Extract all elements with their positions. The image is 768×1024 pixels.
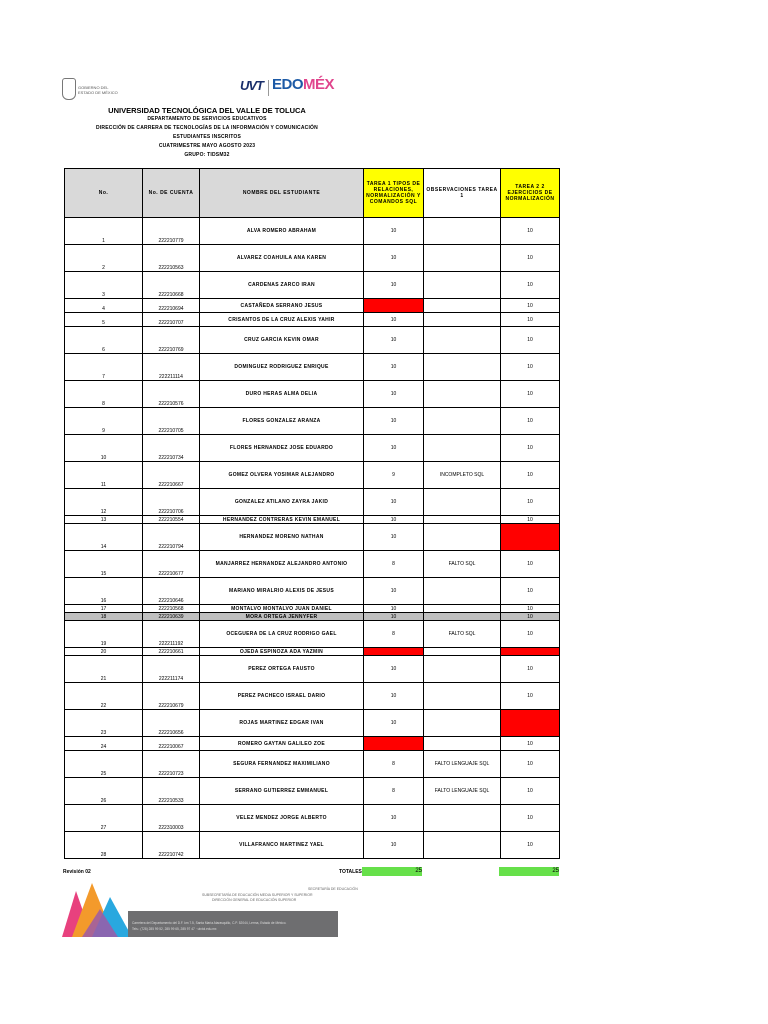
table-row — [65, 408, 560, 435]
row-number: 12 — [65, 489, 143, 516]
student-name: CARDENAS ZARCO IRAN — [200, 272, 364, 299]
account-number: 222310003 — [143, 805, 200, 832]
tarea2-grade: 10 — [501, 489, 560, 516]
student-name: ROMERO GAYTAN GALILEO ZOE — [200, 737, 364, 751]
tarea1-observation — [424, 613, 501, 621]
table-header-row — [65, 169, 560, 218]
table-row — [65, 656, 560, 683]
student-name: ROJAS MARTINEZ EDGAR IVAN — [200, 710, 364, 737]
tarea2-grade: 10 — [501, 551, 560, 578]
student-name: ALVA ROMERO ABRAHAM — [200, 218, 364, 245]
students-table — [64, 168, 560, 859]
table-row — [65, 245, 560, 272]
table-row — [65, 524, 560, 551]
tarea1-observation — [424, 683, 501, 710]
account-number: 222210734 — [143, 435, 200, 462]
student-name: MARIANO MIRALRIO ALEXIS DE JESUS — [200, 578, 364, 605]
row-number: 3 — [65, 272, 143, 299]
account-number: 222211174 — [143, 656, 200, 683]
table-row — [65, 218, 560, 245]
tarea1-grade: 10 — [364, 516, 424, 524]
account-number: 222210794 — [143, 524, 200, 551]
table-row — [65, 805, 560, 832]
gov-text-1: GOBIERNO DEL — [78, 85, 109, 90]
tarea2-grade: 10 — [501, 435, 560, 462]
term-title: CUATRIMESTRE MAYO AGOSTO 2023 — [158, 143, 256, 149]
student-name: FLORES GONZALEZ ARANZA — [200, 408, 364, 435]
table-row — [65, 462, 560, 489]
row-number: 6 — [65, 327, 143, 354]
table-row — [65, 683, 560, 710]
row-number: 27 — [65, 805, 143, 832]
tarea1-grade: 10 — [364, 524, 424, 551]
student-name: MORA ORTEGA JENNYFER — [200, 613, 364, 621]
tarea1-grade: 8 — [364, 778, 424, 805]
group-title: GRUPO: TIDSM32 — [184, 152, 230, 158]
tarea1-observation — [424, 656, 501, 683]
col-header-tarea1: TAREA 1 TIPOS DE RELACIONES, NORMALIZACIÓN Y COMANDOS SQL — [364, 169, 424, 218]
tarea1-grade: 10 — [364, 313, 424, 327]
tarea2-grade: 10 — [501, 381, 560, 408]
direction-title: DIRECCIÓN DE CARRERA DE TECNOLOGÍAS DE LA INFORMACIÓN Y COMUNICACIÓN — [96, 125, 318, 131]
tarea1-observation — [424, 408, 501, 435]
account-number: 222210568 — [143, 605, 200, 613]
account-number: 222210533 — [143, 778, 200, 805]
tarea2-grade — [501, 710, 560, 737]
tarea1-grade: 10 — [364, 327, 424, 354]
account-number: 222210694 — [143, 299, 200, 313]
account-number: 222210563 — [143, 245, 200, 272]
tarea1-grade: 10 — [364, 354, 424, 381]
tarea1-observation — [424, 524, 501, 551]
student-name: MANJARREZ HERNANDEZ ALEJANDRO ANTONIO — [200, 551, 364, 578]
tarea1-grade: 10 — [364, 578, 424, 605]
tarea1-observation — [424, 354, 501, 381]
tarea1-grade: 10 — [364, 710, 424, 737]
tarea1-grade: 10 — [364, 805, 424, 832]
tarea1-observation — [424, 710, 501, 737]
utvt-logo: UVT — [240, 78, 263, 93]
tarea1-observation — [424, 489, 501, 516]
col-header-tarea2: TAREA 2 2 EJERCICIOS DE NORMALIZACIÓN — [501, 169, 560, 218]
student-name: CASTAÑEDA SERRANO JESUS — [200, 299, 364, 313]
row-number: 16 — [65, 578, 143, 605]
account-number: 222210679 — [143, 683, 200, 710]
total-tarea1: 25 — [362, 867, 422, 876]
table-row — [65, 751, 560, 778]
student-name: GONZALEZ ATILANO ZAYRA JAKID — [200, 489, 364, 516]
row-number: 10 — [65, 435, 143, 462]
table-row — [65, 327, 560, 354]
col-header-observaciones: OBSERVACIONES TAREA 1 — [424, 169, 501, 218]
footer-address-1: Carretera del Departamento del D.F. km 7.5, Santa María Atarasquillo, C.P. 52044, Lerma, Estado de México. — [132, 921, 287, 925]
tarea1-observation — [424, 832, 501, 859]
tarea2-grade — [501, 524, 560, 551]
account-number: 222210576 — [143, 381, 200, 408]
tarea1-observation: FALTO SQL — [424, 621, 501, 648]
footer-sec-1: SECRETARÍA DE EDUCACIÓN — [308, 887, 358, 891]
account-number: 222210707 — [143, 313, 200, 327]
row-number: 24 — [65, 737, 143, 751]
tarea1-grade: 9 — [364, 462, 424, 489]
tarea1-observation — [424, 516, 501, 524]
row-number: 26 — [65, 778, 143, 805]
account-number: 222210706 — [143, 489, 200, 516]
account-number: 222210646 — [143, 578, 200, 605]
total-tarea2: 25 — [499, 867, 559, 876]
table-row — [65, 381, 560, 408]
tarea1-observation — [424, 299, 501, 313]
account-number: 222210779 — [143, 218, 200, 245]
tarea2-grade: 10 — [501, 621, 560, 648]
col-header-cuenta: No. DE CUENTA — [143, 169, 200, 218]
tarea1-observation: FALTO SQL — [424, 551, 501, 578]
table-row — [65, 516, 560, 524]
student-name: GOMEZ OLVERA YOSIMAR ALEJANDRO — [200, 462, 364, 489]
table-row — [65, 578, 560, 605]
row-number: 21 — [65, 656, 143, 683]
row-number: 2 — [65, 245, 143, 272]
student-name: CRISANTOS DE LA CRUZ ALEXIS YAHIR — [200, 313, 364, 327]
tarea1-grade: 8 — [364, 551, 424, 578]
tarea2-grade: 10 — [501, 737, 560, 751]
student-name: OCEGUERA DE LA CRUZ RODRIGO GAEL — [200, 621, 364, 648]
gov-logo — [62, 78, 122, 100]
row-number: 1 — [65, 218, 143, 245]
tarea2-grade: 10 — [501, 218, 560, 245]
tarea1-grade — [364, 648, 424, 656]
table-row — [65, 605, 560, 613]
student-name: CRUZ GARCIA KEVIN OMAR — [200, 327, 364, 354]
student-name: MONTALVO MONTALVO JUAN DANIEL — [200, 605, 364, 613]
row-number: 15 — [65, 551, 143, 578]
table-row — [65, 710, 560, 737]
tarea1-grade: 10 — [364, 613, 424, 621]
tarea1-grade: 10 — [364, 832, 424, 859]
student-name: FLORES HERNANDEZ JOSE EDUARDO — [200, 435, 364, 462]
tarea1-observation: FALTO LENGUAJE SQL — [424, 778, 501, 805]
row-number: 17 — [65, 605, 143, 613]
tarea2-grade: 10 — [501, 313, 560, 327]
account-number: 222210656 — [143, 710, 200, 737]
table-row — [65, 299, 560, 313]
row-number: 18 — [65, 613, 143, 621]
row-number: 14 — [65, 524, 143, 551]
student-name: DURO HERAS ALMA DELIA — [200, 381, 364, 408]
table-body — [65, 218, 560, 859]
account-number: 222210677 — [143, 551, 200, 578]
row-number: 9 — [65, 408, 143, 435]
tarea2-grade: 10 — [501, 578, 560, 605]
col-header-nombre: NOMBRE DEL ESTUDIANTE — [200, 169, 364, 218]
tarea1-grade: 10 — [364, 381, 424, 408]
tarea1-grade — [364, 737, 424, 751]
tarea1-grade: 10 — [364, 489, 424, 516]
row-number: 23 — [65, 710, 143, 737]
footer-sec-2: SUBSECRETARÍA DE EDUCACIÓN MEDIA SUPERIOR Y SUPERIOR — [202, 893, 313, 897]
tarea2-grade: 10 — [501, 778, 560, 805]
tarea2-grade: 10 — [501, 327, 560, 354]
row-number: 11 — [65, 462, 143, 489]
row-number: 7 — [65, 354, 143, 381]
footer-address-2: Tels.: (728) 285 99 52, 285 99 65, 285 97 47 · utvtol.edu.mx — [132, 927, 217, 931]
account-number: 222210742 — [143, 832, 200, 859]
tarea1-observation — [424, 605, 501, 613]
table-row — [65, 648, 560, 656]
gov-text-2: ESTADO DE MÉXICO — [78, 90, 118, 95]
account-number: 222210639 — [143, 613, 200, 621]
tarea1-observation — [424, 381, 501, 408]
col-header-no: No. — [65, 169, 143, 218]
tarea1-observation — [424, 737, 501, 751]
student-name: HERNANDEZ CONTRERAS KEVIN EMANUEL — [200, 516, 364, 524]
table-row — [65, 737, 560, 751]
tarea2-grade: 10 — [501, 613, 560, 621]
tarea1-observation — [424, 578, 501, 605]
account-number: 222210668 — [143, 272, 200, 299]
tarea2-grade: 10 — [501, 299, 560, 313]
list-title: ESTUDIANTES INSCRITOS — [172, 134, 241, 140]
tarea1-grade: 10 — [364, 272, 424, 299]
tarea2-grade: 10 — [501, 516, 560, 524]
university-title: UNIVERSIDAD TECNOLÓGICA DEL VALLE DE TOLUCA — [108, 106, 306, 115]
account-number: 222211114 — [143, 354, 200, 381]
row-number: 19 — [65, 621, 143, 648]
account-number: 222210705 — [143, 408, 200, 435]
student-name: PEREZ PACHECO ISRAEL DARIO — [200, 683, 364, 710]
tarea1-grade: 10 — [364, 656, 424, 683]
student-name: HERNANDEZ MORENO NATHAN — [200, 524, 364, 551]
table-row — [65, 272, 560, 299]
tarea1-grade: 10 — [364, 218, 424, 245]
student-name: ALVAREZ COAHUILA ANA KAREN — [200, 245, 364, 272]
account-number: 222210769 — [143, 327, 200, 354]
tarea1-observation — [424, 435, 501, 462]
row-number: 4 — [65, 299, 143, 313]
table-row — [65, 489, 560, 516]
tarea2-grade: 10 — [501, 683, 560, 710]
tarea2-grade: 10 — [501, 656, 560, 683]
row-number: 20 — [65, 648, 143, 656]
student-name: DOMINGUEZ RODRIGUEZ ENRIQUE — [200, 354, 364, 381]
revision-label: Revisión 02 — [63, 869, 91, 875]
table-row — [65, 435, 560, 462]
student-name: OJEDA ESPINOZA ADA YAZMIN — [200, 648, 364, 656]
account-number: 222210661 — [143, 648, 200, 656]
row-number: 8 — [65, 381, 143, 408]
student-name: PEREZ ORTEGA FAUSTO — [200, 656, 364, 683]
student-name: VELEZ MENDEZ JORGE ALBERTO — [200, 805, 364, 832]
logo-divider — [268, 80, 269, 96]
tarea1-observation — [424, 648, 501, 656]
tarea2-grade: 10 — [501, 354, 560, 381]
tarea2-grade: 10 — [501, 408, 560, 435]
tarea1-observation — [424, 313, 501, 327]
tarea2-grade: 10 — [501, 605, 560, 613]
row-number: 13 — [65, 516, 143, 524]
table-row — [65, 778, 560, 805]
account-number: 222210667 — [143, 462, 200, 489]
table-row — [65, 621, 560, 648]
tarea1-observation — [424, 272, 501, 299]
account-number: 222210067 — [143, 737, 200, 751]
table-row — [65, 551, 560, 578]
institution-logos — [240, 76, 340, 98]
student-name: SERRANO GUTIERREZ EMMANUEL — [200, 778, 364, 805]
table-row — [65, 313, 560, 327]
row-number: 22 — [65, 683, 143, 710]
table-row — [65, 832, 560, 859]
table-row — [65, 613, 560, 621]
tarea1-grade: 10 — [364, 245, 424, 272]
tarea1-grade: 10 — [364, 408, 424, 435]
tarea2-grade: 10 — [501, 245, 560, 272]
row-number: 28 — [65, 832, 143, 859]
tarea1-grade: 10 — [364, 435, 424, 462]
totals-label: TOTALES — [339, 869, 362, 875]
tarea1-grade: 8 — [364, 751, 424, 778]
footer-sec-3: DIRECCIÓN GENERAL DE EDUCACIÓN SUPERIOR — [212, 898, 297, 902]
tarea2-grade — [501, 648, 560, 656]
row-number: 5 — [65, 313, 143, 327]
account-number: 222211192 — [143, 621, 200, 648]
footer-banner — [62, 883, 358, 937]
tarea1-observation: FALTO LENGUAJE SQL — [424, 751, 501, 778]
tarea1-grade: 10 — [364, 683, 424, 710]
tarea2-grade: 10 — [501, 832, 560, 859]
department-title: DEPARTAMENTO DE SERVICIOS EDUCATIVOS — [147, 116, 267, 122]
tarea1-observation: INCOMPLETO SQL — [424, 462, 501, 489]
account-number: 222210554 — [143, 516, 200, 524]
tarea1-grade — [364, 299, 424, 313]
tarea1-observation — [424, 245, 501, 272]
tarea2-grade: 10 — [501, 805, 560, 832]
account-number: 222210723 — [143, 751, 200, 778]
tarea1-grade: 10 — [364, 605, 424, 613]
seal-icon — [62, 78, 76, 100]
tarea1-observation — [424, 327, 501, 354]
tarea1-grade: 8 — [364, 621, 424, 648]
tarea2-grade: 10 — [501, 751, 560, 778]
student-name: VILLAFRANCO MARTINEZ YAEL — [200, 832, 364, 859]
tarea1-observation — [424, 805, 501, 832]
edomex-logo: EDOMÉX — [272, 76, 335, 93]
tarea2-grade: 10 — [501, 462, 560, 489]
table-row — [65, 354, 560, 381]
student-name: SEGURA FERNANDEZ MAXIMILIANO — [200, 751, 364, 778]
tarea2-grade: 10 — [501, 272, 560, 299]
tarea1-observation — [424, 218, 501, 245]
row-number: 25 — [65, 751, 143, 778]
